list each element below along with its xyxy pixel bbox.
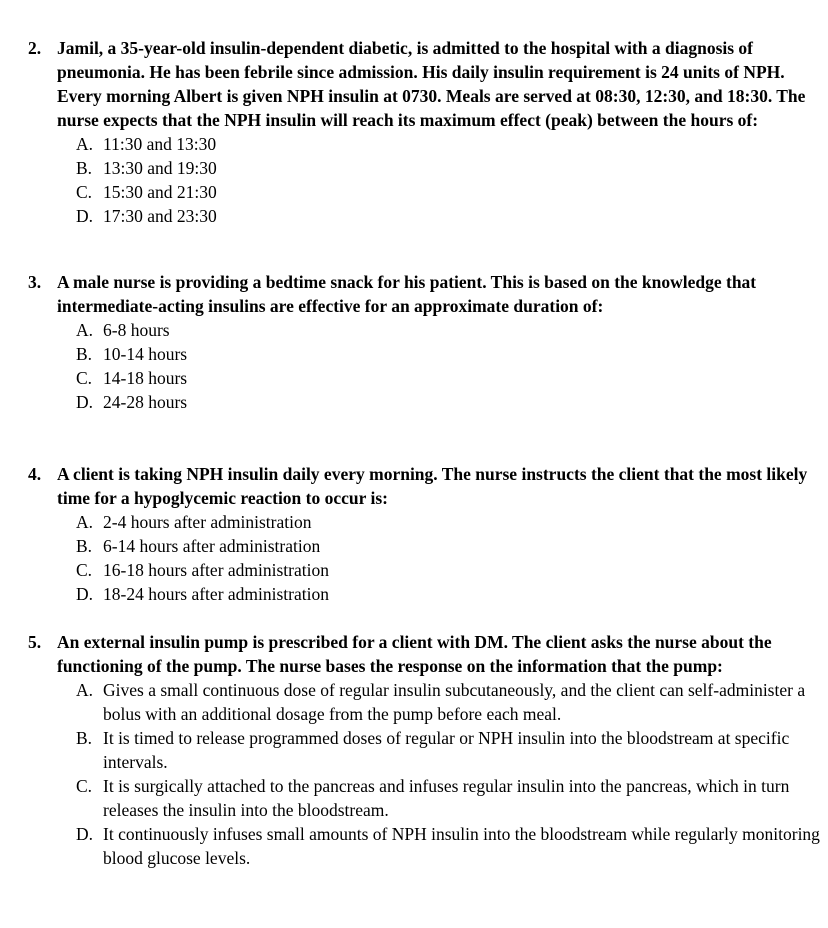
answer-option-a[interactable] [76,678,820,726]
answer-option-d[interactable] [76,582,820,606]
option-letter: C. [76,182,93,202]
option-letter: B. [76,536,93,556]
option-text: 14-18 hours [103,368,188,388]
option-letter: B. [76,158,93,178]
option-text: 15:30 and 21:30 [103,182,217,202]
question-number: 4. [28,464,42,484]
question-stem: Jamil, a 35-year-old insulin-dependent diabetic, is admitted to the hospital with a diagnosis of pneumonia. He has been febrile since admission. His daily insulin requirement is 24 units of NPH. Every morning Albert is given NPH insulin at 0730. Meals are served at 08:30, 12:30, and 18:30. The nurse expects that the NPH insulin will reach its maximum effect (peak) between the hours of: [57,38,806,130]
option-text: 6-14 hours after administration [103,536,321,556]
answer-option-a[interactable] [76,318,820,342]
option-text: 11:30 and 13:30 [103,134,217,154]
option-letter: A. [76,680,94,700]
answer-option-b[interactable] [76,534,820,558]
option-text: It is surgically attached to the pancreas and infuses regular insulin into the pancreas, which in turn releases the insulin into the bloodstream. [103,776,790,820]
option-text: 17:30 and 23:30 [103,206,217,226]
question-stem: A male nurse is providing a bedtime snack for his patient. This is based on the knowledge that intermediate-acting insulins are effective for an approximate duration of: [57,272,757,316]
answer-option-b[interactable] [76,156,820,180]
answer-option-c[interactable] [76,558,820,582]
option-text: 16-18 hours after administration [103,560,329,580]
option-letter: A. [76,512,94,532]
question-3 [28,270,820,414]
answer-option-c[interactable] [76,180,820,204]
answer-option-c[interactable] [76,774,820,822]
option-text: 6-8 hours [103,320,170,340]
option-letter: D. [76,392,94,412]
option-letter: C. [76,368,93,388]
option-letter: D. [76,584,94,604]
option-text: 13:30 and 19:30 [103,158,217,178]
answer-options [28,318,820,414]
answer-option-b[interactable] [76,342,820,366]
option-letter: C. [76,560,93,580]
question-header [28,462,820,510]
answer-option-d[interactable] [76,390,820,414]
option-letter: B. [76,344,93,364]
option-letter: D. [76,824,94,844]
answer-option-a[interactable] [76,510,820,534]
option-text: It is timed to release programmed doses of regular or NPH insulin into the bloodstream at specific intervals. [103,728,790,772]
question-5 [28,630,820,870]
question-number: 2. [28,38,42,58]
option-letter: B. [76,728,93,748]
answer-options [28,510,820,606]
question-2 [28,36,820,228]
option-text: It continuously infuses small amounts of NPH insulin into the bloodstream while regularly monitoring blood glucose levels. [103,824,820,868]
question-header [28,270,820,318]
option-text: 10-14 hours [103,344,188,364]
question-number: 5. [28,632,42,652]
option-letter: A. [76,320,94,340]
option-text: 24-28 hours [103,392,188,412]
option-letter: D. [76,206,94,226]
question-stem: A client is taking NPH insulin daily every morning. The nurse instructs the client that the most likely time for a hypoglycemic reaction to occur is: [57,464,808,508]
question-number: 3. [28,272,42,292]
answer-option-d[interactable] [76,204,820,228]
answer-options [28,132,820,228]
option-letter: C. [76,776,93,796]
answer-options [28,678,820,870]
question-header [28,630,820,678]
option-text: 18-24 hours after administration [103,584,329,604]
answer-option-a[interactable] [76,132,820,156]
answer-option-c[interactable] [76,366,820,390]
answer-option-b[interactable] [76,726,820,774]
option-letter: A. [76,134,94,154]
answer-option-d[interactable] [76,822,820,870]
option-text: Gives a small continuous dose of regular insulin subcutaneously, and the client can self-administer a bolus with an additional dosage from the pump before each meal. [103,680,806,724]
option-text: 2-4 hours after administration [103,512,312,532]
question-4 [28,462,820,606]
question-header [28,36,820,132]
question-stem: An external insulin pump is prescribed for a client with DM. The client asks the nurse about the functioning of the pump. The nurse bases the response on the information that the pump: [57,632,772,676]
